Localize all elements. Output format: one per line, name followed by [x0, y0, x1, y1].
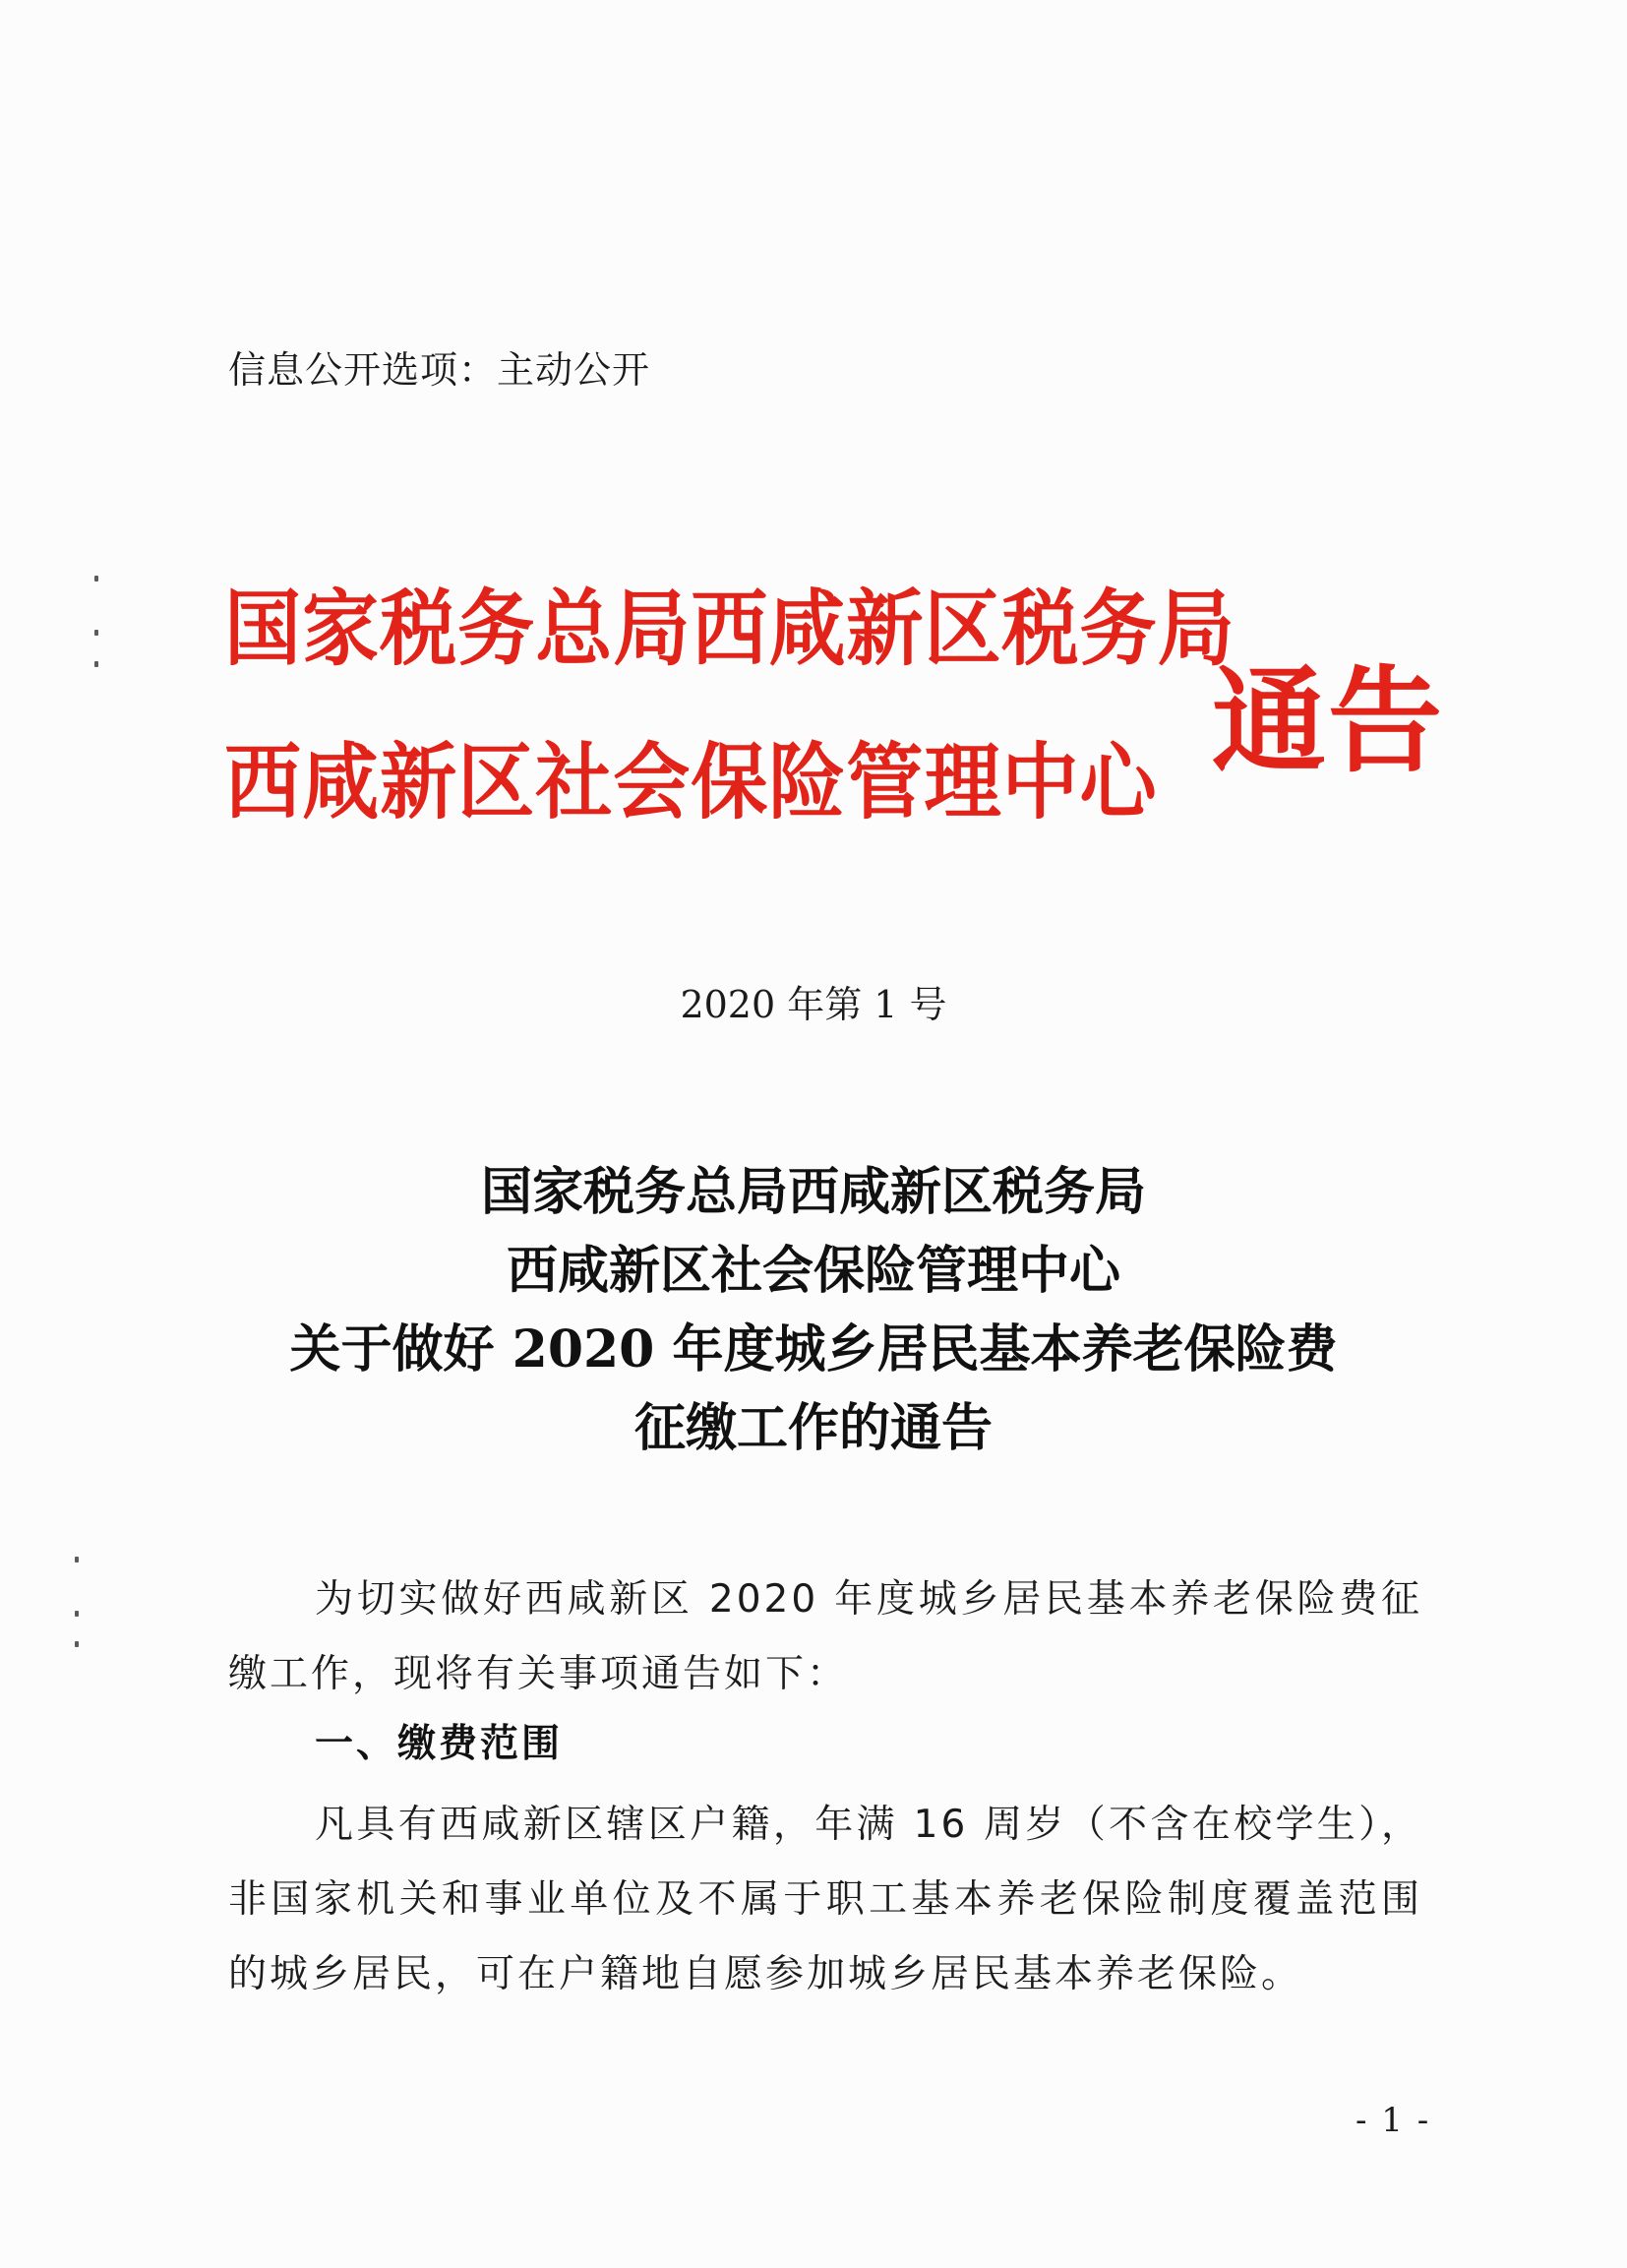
document-title: [0, 1153, 1627, 1468]
binding-mark: [75, 1641, 79, 1647]
title-line-2: 西咸新区社会保险管理中心: [506, 1241, 1120, 1301]
header-notice-label: 通告: [1212, 654, 1444, 788]
page-number: - 1 -: [1356, 2101, 1431, 2140]
header-org-line-1: 国家税务总局西咸新区税务局: [224, 580, 1235, 677]
title-line-4: 征缴工作的通告: [633, 1398, 993, 1458]
title-line-3: 关于做好 2020 年度城乡居民基本养老保险费: [289, 1319, 1338, 1379]
intro-paragraph: 为切实做好西咸新区 2020 年度城乡居民基本养老保险费征缴工作，现将有关事项通告如下：: [228, 1577, 1422, 1696]
binding-mark: [94, 630, 98, 636]
disclosure-option: 信息公开选项：主动公开: [228, 348, 651, 392]
binding-mark: [75, 1557, 79, 1563]
scope-paragraph: 凡具有西咸新区辖区户籍，年满 16 周岁（不含在校学生），非国家机关和事业单位及不属于职工基本养老保险制度覆盖范围的城乡居民，可在户籍地自愿参加城乡居民基本养老保险。: [228, 1803, 1422, 1996]
section-heading-scope: 一、缴费范围: [315, 1722, 564, 1766]
title-line-1: 国家税务总局西咸新区税务局: [480, 1162, 1146, 1222]
binding-mark: [75, 1611, 79, 1617]
document-number: 2020 年第 1 号: [680, 983, 947, 1026]
binding-mark: [94, 661, 98, 667]
binding-mark: [94, 576, 98, 582]
header-org-line-2: 西咸新区社会保险管理中心: [224, 733, 1158, 830]
